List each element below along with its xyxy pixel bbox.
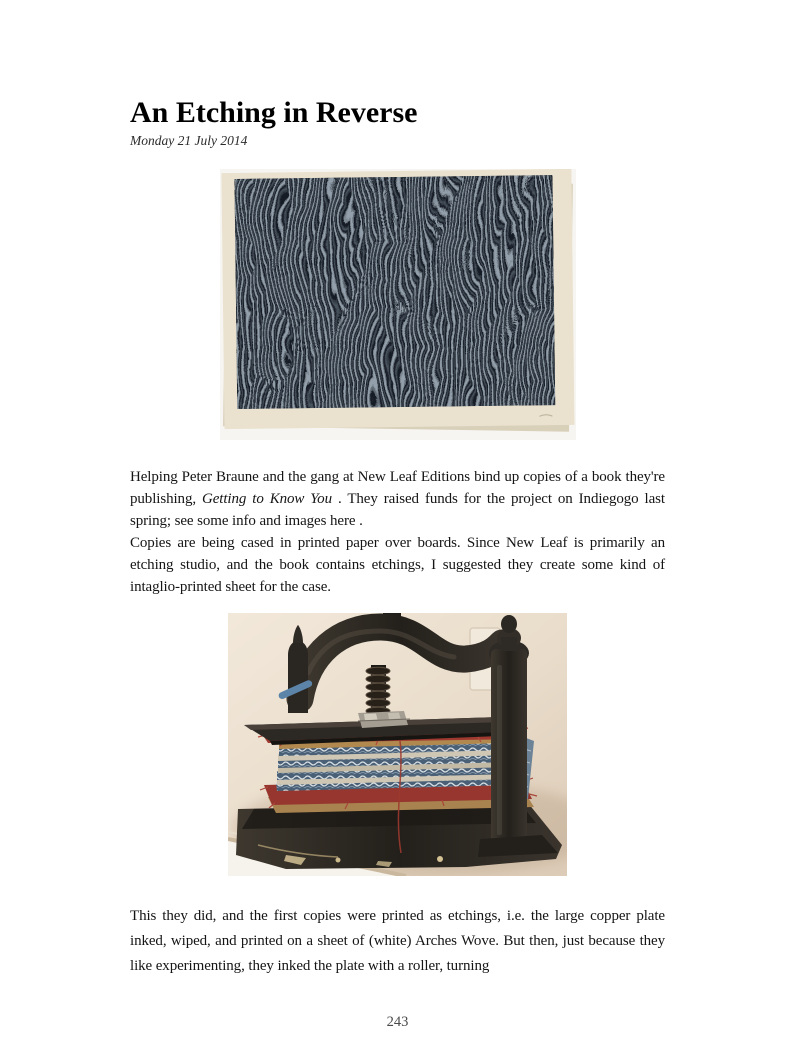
figure-etching-print xyxy=(130,169,665,440)
paragraph-printing: This they did, and the first copies were printed as etchings, i.e. the large copper plate inked, wiped, and printed on a sheet of (white) Arches Wove. But then, just because they like experimenting, they inked the plate with a roller, turning xyxy=(130,908,665,974)
paragraph-casing: Copies are being cased in printed paper over boards. Since New Leaf is primarily an etching studio, and the book contains etchings, I suggested they create some kind of intaglio-printed sheet for the case. xyxy=(130,535,665,595)
book-press-photo xyxy=(228,613,567,876)
p1-text-1: Helping Peter Braune and the gang at New Leaf Editions bind up copies of a book they're publishing, xyxy=(130,469,665,507)
p1-text-3: . xyxy=(355,513,363,529)
page-number: 243 xyxy=(386,1014,409,1030)
etching-print-photo xyxy=(220,169,576,440)
here-link[interactable]: here xyxy=(330,513,356,529)
p1-text-2: . They raised funds for the project on Indiegogo last spring; see some info and images xyxy=(130,491,665,529)
post-title: An Etching in Reverse xyxy=(130,96,418,129)
page-content xyxy=(130,0,665,979)
book-title-italic: Getting to Know You xyxy=(201,491,332,507)
post-date: Monday 21 July 2014 xyxy=(130,133,248,148)
figure-book-press xyxy=(130,613,665,876)
paragraph-intro xyxy=(130,466,665,532)
